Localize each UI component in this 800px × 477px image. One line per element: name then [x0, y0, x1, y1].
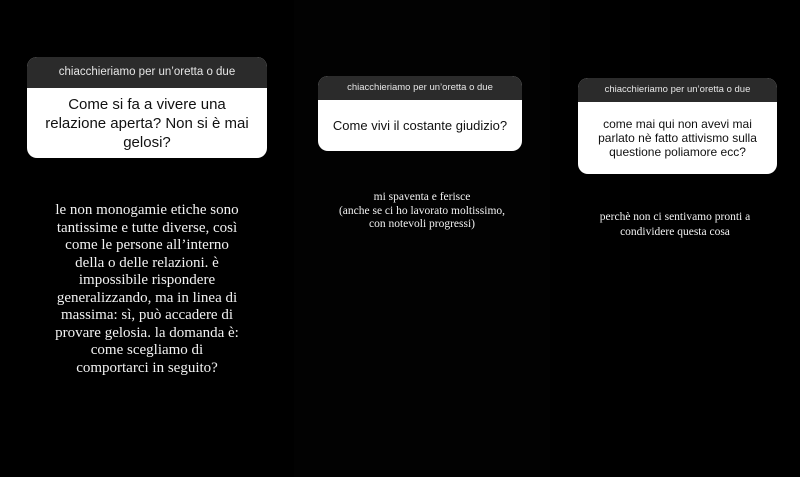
answer-line: della o delle relazioni. è	[75, 254, 219, 271]
answer-text-2	[300, 191, 544, 232]
answer-line: generalizzando, ma in linea di	[56, 289, 238, 306]
answer-line: come le persone all’interno	[65, 237, 229, 253]
answer-text-3	[558, 210, 792, 240]
answer-line: provare gelosia. la domanda è:	[55, 324, 239, 341]
question-sticker-2[interactable]	[318, 76, 522, 151]
answer-line: massima: sì, può accadere di	[60, 307, 234, 323]
answer-line: comportarci in seguito?	[76, 359, 218, 376]
answer-line: perchè non ci sentivamo pronti a	[599, 211, 751, 223]
question-sticker-3[interactable]	[578, 78, 777, 174]
question-sticker-header: chiacchieriamo per un’oretta o due	[578, 78, 777, 102]
story-panel-2	[294, 0, 550, 477]
answer-line: impossibile rispondere	[78, 272, 216, 288]
question-text: Come vivi il costante giudizio?	[332, 117, 508, 133]
answer-line: come scegliamo di	[90, 342, 204, 358]
answer-text-1	[30, 202, 264, 377]
question-sticker-header: chiacchieriamo per un’oretta o due	[318, 76, 522, 100]
answer-line: tantissime e tutte diverse, così	[56, 219, 238, 236]
answer-line: condividere questa cosa	[620, 226, 730, 238]
answer-line: (anche se ci ho lavorato moltissimo,	[338, 204, 506, 217]
question-sticker-1[interactable]	[27, 57, 267, 158]
question-text: Come si fa a vivere una relazione aperta? Non si è mai gelosi?	[45, 95, 249, 151]
question-text: come mai qui non avevi mai parlato nè fatto attivismo sulla questione poliamore ecc?	[598, 117, 757, 159]
answer-line: le non monogamie etiche sono	[55, 202, 239, 218]
answer-line: con notevoli progressi)	[368, 218, 476, 230]
question-sticker-header: chiacchieriamo per un’oretta o due	[27, 57, 267, 88]
answer-line: mi spaventa e ferisce	[373, 191, 471, 203]
